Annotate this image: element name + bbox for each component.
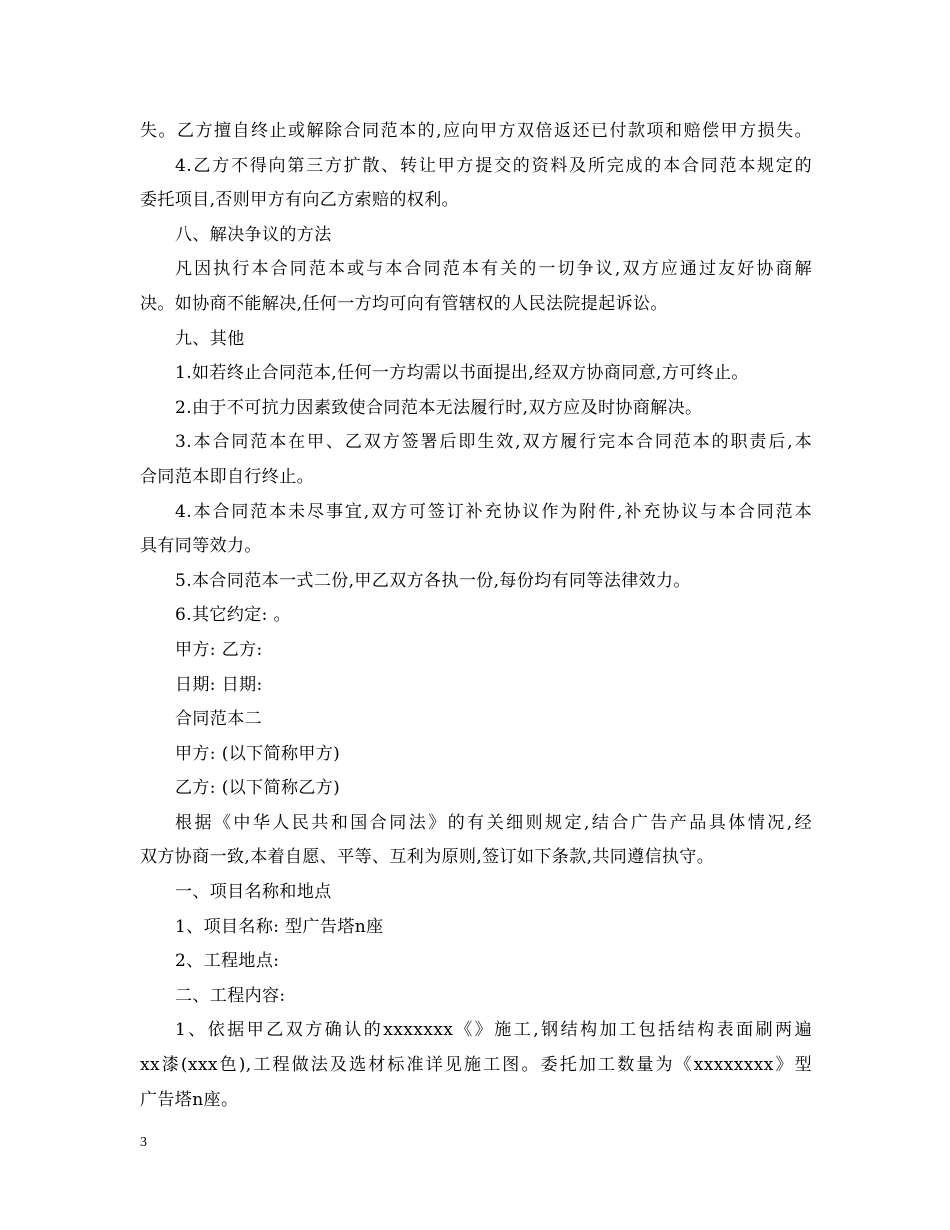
section-heading: 二、工程内容:	[175, 985, 286, 1006]
date-line: 日期: 日期:	[175, 674, 263, 695]
signature-line: 甲方: 乙方:	[175, 639, 263, 660]
paragraph-line: 3.本合同范本在甲、乙双方签署后即生效,双方履行完本合同范本的职责后,本	[175, 432, 812, 453]
paragraph-line: 5.本合同范本一式二份,甲乙双方各执一份,每份均有同等法律效力。	[175, 570, 691, 591]
paragraph-line: 4.乙方不得向第三方扩散、转让甲方提交的资料及所完成的本合同范本规定的	[175, 155, 812, 176]
paragraph-line: 双方协商一致,本着自愿、平等、互利为原则,签订如下条款,共同遵信执守。	[140, 847, 715, 868]
paragraph-line: 合同范本即自行终止。	[140, 466, 314, 487]
paragraph-line: 根据《中华人民共和国合同法》的有关细则规定,结合广告产品具体情况,经	[175, 812, 812, 833]
paragraph-line: 决。如协商不能解决,任何一方均可向有管辖权的人民法院提起诉讼。	[140, 293, 668, 314]
section-heading: 合同范本二	[175, 709, 262, 730]
paragraph-line: 委托项目,否则甲方有向乙方索赔的权利。	[140, 190, 460, 211]
paragraph-line: xx漆(xxx色),工程做法及选材标准详见施工图。委托加工数量为《xxxxxxxx》型	[140, 1055, 812, 1076]
paragraph-line: 具有同等效力。	[140, 536, 262, 557]
paragraph-line: 1、项目名称: 型广告塔n座	[175, 916, 384, 937]
paragraph-line: 1、依据甲乙双方确认的xxxxxxx《》施工,钢结构加工包括结构表面刷两遍	[175, 1020, 812, 1041]
paragraph-line: 2.由于不可抗力因素致使合同范本无法履行时,双方应及时协商解决。	[175, 397, 703, 418]
paragraph-line: 4.本合同范本未尽事宜,双方可签订补充协议作为附件,补充协议与本合同范本	[175, 501, 812, 522]
paragraph-line: 凡因执行本合同范本或与本合同范本有关的一切争议,双方应通过友好协商解	[175, 259, 812, 280]
party-line: 乙方: (以下简称乙方)	[175, 778, 341, 799]
paragraph-line: 6.其它约定: 。	[175, 605, 291, 626]
section-heading: 九、其他	[175, 328, 245, 349]
paragraph-line: 广告塔n座。	[140, 1089, 239, 1110]
section-heading: 一、项目名称和地点	[175, 882, 332, 903]
paragraph-line: 2、工程地点:	[175, 951, 280, 972]
section-heading: 八、解决争议的方法	[175, 224, 332, 245]
paragraph-line: 1.如若终止合同范本,任何一方均需以书面提出,经双方协商同意,方可终止。	[175, 363, 749, 384]
document-body	[140, 114, 812, 1117]
paragraph-line: 失。乙方擅自终止或解除合同范本的,应向甲方双倍返还已付款项和赔偿甲方损失。	[140, 121, 812, 141]
party-line: 甲方: (以下简称甲方)	[175, 743, 341, 764]
page-number: 3	[140, 1135, 147, 1150]
